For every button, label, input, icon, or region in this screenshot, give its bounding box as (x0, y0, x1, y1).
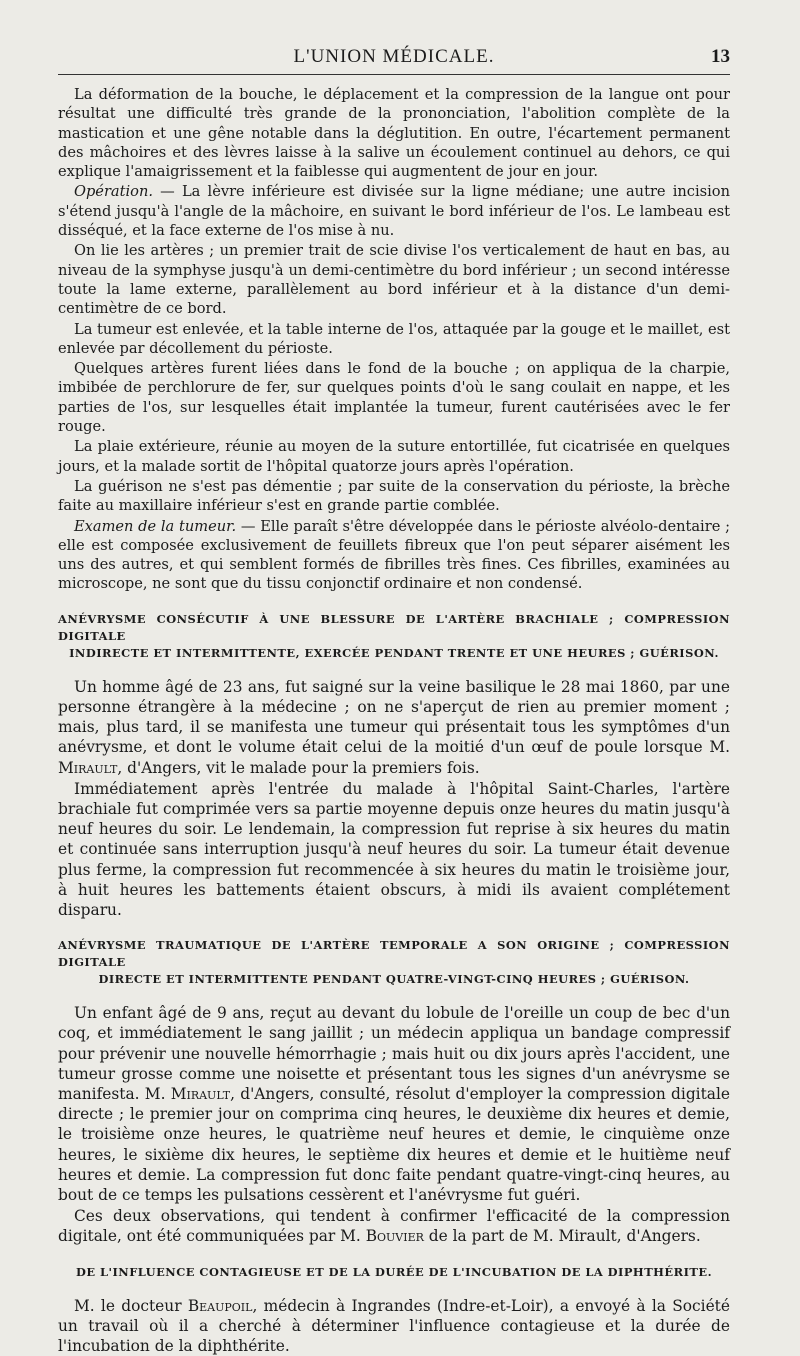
section-heading-line: ANÉVRYSME TRAUMATIQUE DE L'ARTÈRE TEMPORALE A SON ORIGINE ; COMPRESSION DIGITALE (58, 938, 730, 970)
paragraph-text: , d'Angers, vit le malade pour la premiers fois. (117, 758, 480, 777)
running-title: L'UNION MÉDICALE. (293, 46, 495, 67)
author-name: Bouvier (365, 1227, 424, 1246)
paragraph-text: Un enfant âgé de 9 ans, reçut au devant du lobule de l'oreille un coup de bec d'un coq, et immédiatement le sang jaillit ; un médecin appliqua un bandage compressif pour prévenir une nouvelle hémorrhagie ; mais huit ou dix jours après l'accident, une tumeur grosse comme une noisette et présentant tous les signes d'un anévrysme se manifesta. M. (58, 1004, 730, 1103)
paragraph: Quelques artères furent liées dans le fond de la bouche ; on appliqua de la charpie, imbibée de perchlorure de fer, sur quelques points d'où le sang coulait en nappe, et les parties de l'os, sur lesquelles était implantée la tumeur, furent cautérisées avec le fer rouge. (58, 360, 730, 436)
paragraph: La déformation de la bouche, le déplacement et la compression de la langue ont pour résultat une difficulté très grande de la prononciation, l'abolition complète de la mastication et une gêne notable dans la déglutition. En outre, l'écartement permanent des mâchoires et des lèvres laisse à la salive un écoulement continuel au dehors, ce qui explique l'amaigrissement et la faiblesse qui augmentent de jour en jour. (58, 86, 730, 181)
paragraph-label: Examen de la tumeur. (74, 517, 237, 535)
section-heading-line: DE L'INFLUENCE CONTAGIEUSE ET DE LA DURÉE DE L'INCUBATION DE LA DIPHTHÉRITE. (75, 1264, 713, 1279)
running-head (58, 42, 730, 75)
paragraph: La guérison ne s'est pas démentie ; par suite de la conservation du périoste, la brèche faite au maxillaire inférieur s'est en grande partie comblée. (58, 477, 730, 515)
paragraph: La tumeur est enlevée, et la table interne de l'os, attaquée par la gouge et le maillet, est enlevée par décollement du périoste. (58, 320, 730, 357)
author-name: Beaupoil (187, 1296, 253, 1315)
paragraph (58, 182, 730, 240)
article-body (58, 85, 730, 1356)
paragraph-text: Ces deux observations, qui tendent à confirmer l'efficacité de la compression digitale, ont été communiquées par M. (58, 1207, 730, 1246)
paragraph (58, 677, 730, 778)
author-name: Mirault (58, 758, 118, 777)
section-heading-line: INDIRECTE ET INTERMITTENTE, EXERCÉE PENDANT TRENTE ET UNE HEURES ; GUÉRISON. (69, 645, 719, 660)
page-number: 13 (711, 46, 730, 67)
section-heading-line: ANÉVRYSME CONSÉCUTIF À UNE BLESSURE DE L'ARTÈRE BRACHIALE ; COMPRESSION DIGITALE (58, 611, 730, 643)
section-heading (58, 1264, 730, 1281)
paragraph: La plaie extérieure, réunie au moyen de la suture entortillée, fut cicatrisée en quelques jours, et la malade sortit de l'hôpital quatorze jours après l'opération. (58, 438, 730, 475)
paragraph-text: — Elle paraît s'être développée dans le périoste alvéolo-dentaire ; elle est composée exclusivement de feuillets fibreux que l'on peut séparer aisément les uns des autres, et qui semblent formés de fibrilles très fines. Ces fibrilles, examinées au microscope, ne sont que du tissu conjonctif ordinaire et non condensé. (58, 517, 730, 593)
section-heading (58, 611, 730, 662)
paragraph-text: de la part de M. Mirault, d'Angers. (423, 1227, 701, 1246)
paragraph (58, 1003, 730, 1205)
author-name: Mirault (170, 1084, 231, 1103)
paragraph-text: M. le docteur (74, 1296, 188, 1315)
paragraph (58, 517, 730, 594)
paragraph-text: Un homme âgé de 23 ans, fut saigné sur la veine basilique le 28 mai 1860, par une personne étrangère à la médecine ; on ne s'aperçut de rien au premier moment ; mais, plus tard, il se manifesta une tumeur qui présentait tous les symptômes d'un anévrysme, et dont le volume était celui de la moitié d'un œuf de poule lorsque M. (58, 677, 730, 757)
section-heading (58, 937, 730, 988)
paragraph (58, 1206, 730, 1246)
section-heading-line: DIRECTE ET INTERMITTENTE PENDANT QUATRE-VINGT-CINQ HEURES ; GUÉRISON. (98, 972, 690, 987)
paragraph-text: — La lèvre inférieure est divisée sur la ligne médiane; une autre incision s'étend jusqu'à l'angle de la mâchoire, en suivant le bord inférieur de l'os. Le lambeau est disséqué, et la face externe de l'os mise à nu. (58, 183, 730, 240)
paragraph: On lie les artères ; un premier trait de scie divise l'os verticalement de haut en bas, au niveau de la symphyse jusqu'à un demi-centimètre du bord inférieur ; un second intéresse toute la lame externe, parallèlement au bord inférieur et à la distance d'un demi-centimètre de ce bord. (58, 242, 730, 318)
paragraph-text: , d'Angers, consulté, résolut d'employer la compression digitale directe ; le premier jour on comprima cinq heures, le deuxième dix heures et demie, le troisième onze heures, le quatrième neuf heures et demie, le cinquième onze heures, le sixième dix heures, le septième dix heures et demie et le huitième neuf heures et demie. La compression fut donc faite pendant quatre-vingt-cinq heures, au bout de ce temps les pulsations cessèrent et l'anévrysme fut guéri. (58, 1084, 730, 1204)
paragraph: Immédiatement après l'entrée du malade à l'hôpital Saint-Charles, l'artère brachiale fut comprimée vers sa partie moyenne depuis onze heures du matin jusqu'à neuf heures du soir. Le lendemain, la compression fut reprise à six heures du matin et continuée sans interruption jusqu'à neuf heures du soir. La tumeur était devenue plus ferme, la compression fut recommencée à six heures du matin le troisième jour, à huit heures les battements étaient obscurs, à midi ils avaient complétement disparu. (58, 779, 730, 919)
paragraph-label: Opération. (74, 183, 153, 201)
paragraph-text: , médecin à Ingrandes (Indre-et-Loir), a envoyé à la Société un travail où il a cherché à déterminer l'influence contagieuse et la durée de l'incubation de la diphthérite. (58, 1296, 730, 1355)
paragraph (58, 1296, 730, 1356)
